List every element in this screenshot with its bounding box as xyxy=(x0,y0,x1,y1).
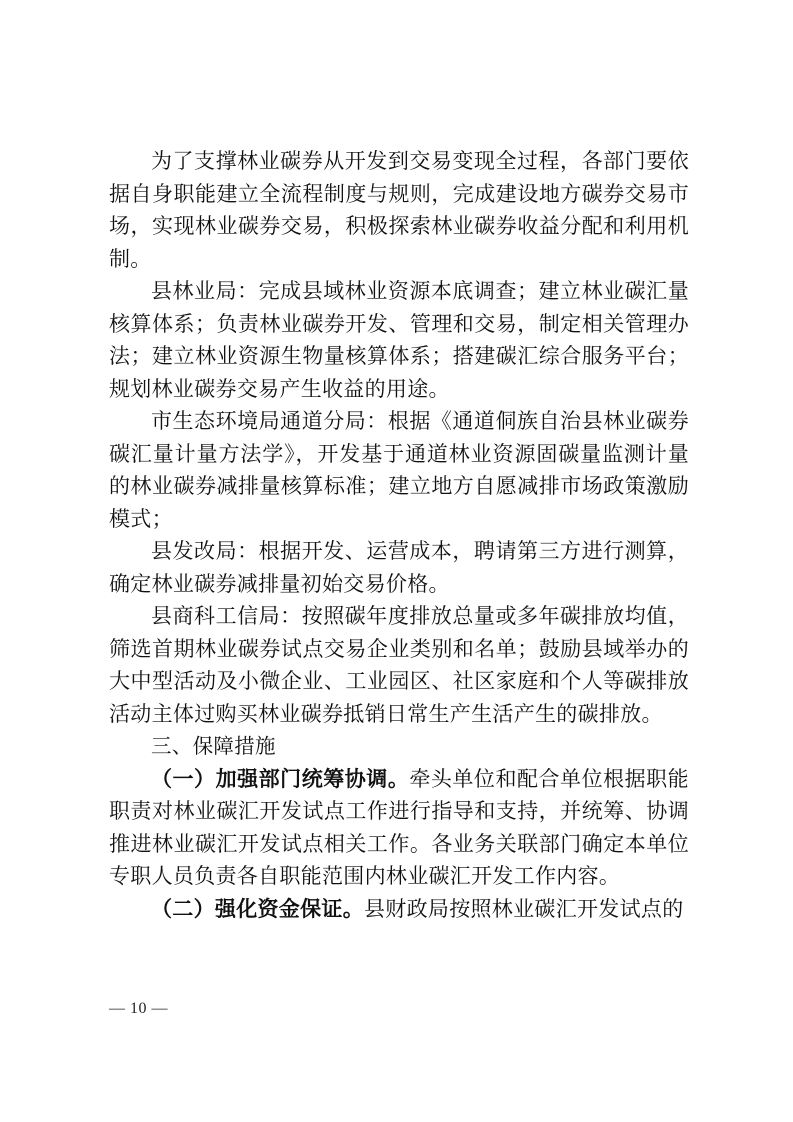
paragraph-ecology-bureau: 市生态环境局通道分局：根据《通道侗族自治县林业碳券碳汇量计量方法学》，开发基于通道林业资源固碳量监测计量的林业碳券减排量核算标准；建立地方自愿减排市场政策激励模式； xyxy=(109,409,689,531)
paragraph-intro: 为了支撑林业碳券从开发到交易变现全过程，各部门要依据自身职能建立全流程制度与规则，完成建设地方碳券交易市场，实现林业碳券交易，积极探索林业碳券收益分配和利用机制。 xyxy=(109,149,689,271)
document-body xyxy=(109,145,689,925)
paragraph-commerce-bureau: 县商科工信局：按照碳年度排放总量或多年碳排放均值，筛选首期林业碳券试点交易企业类别和名单；鼓励县域举办的大中型活动及小微企业、工业园区、社区家庭和个人等碳排放活动主体过购买林业碳券抵销日常生产生活产生的碳排放。 xyxy=(109,604,689,726)
funding-lead: （二）强化资金保证。 xyxy=(151,896,364,921)
paragraph-development-bureau: 县发改局：根据开发、运营成本，聘请第三方进行测算，确定林业碳券减排量初始交易价格。 xyxy=(109,539,689,596)
funding-body: 县财政局按照林业碳汇开发试点的 xyxy=(364,896,684,921)
section-heading: 三、保障措施 xyxy=(151,734,276,758)
paragraph-funding xyxy=(109,893,689,926)
coordination-lead: （一）加强部门统筹协调。 xyxy=(151,766,410,791)
coordination-body: 牵头单位和配合单位根据职能职责对林业碳汇开发试点工作进行指导和支持，并统筹、协调推进林业碳汇开发试点相关工作。各业务关联部门确定本单位专职人员负责各自职能范围内林业碳汇开发工作内容。 xyxy=(109,766,689,888)
page-number: — 10 — xyxy=(109,1000,168,1017)
paragraph-coordination xyxy=(109,763,689,893)
paragraph-forestry-bureau: 县林业局：完成县域林业资源本底调查；建立林业碳汇量核算体系；负责林业碳券开发、管理和交易，制定相关管理办法；建立林业资源生物量核算体系；搭建碳汇综合服务平台；规划林业碳券交易产生收益的用途。 xyxy=(109,279,689,401)
